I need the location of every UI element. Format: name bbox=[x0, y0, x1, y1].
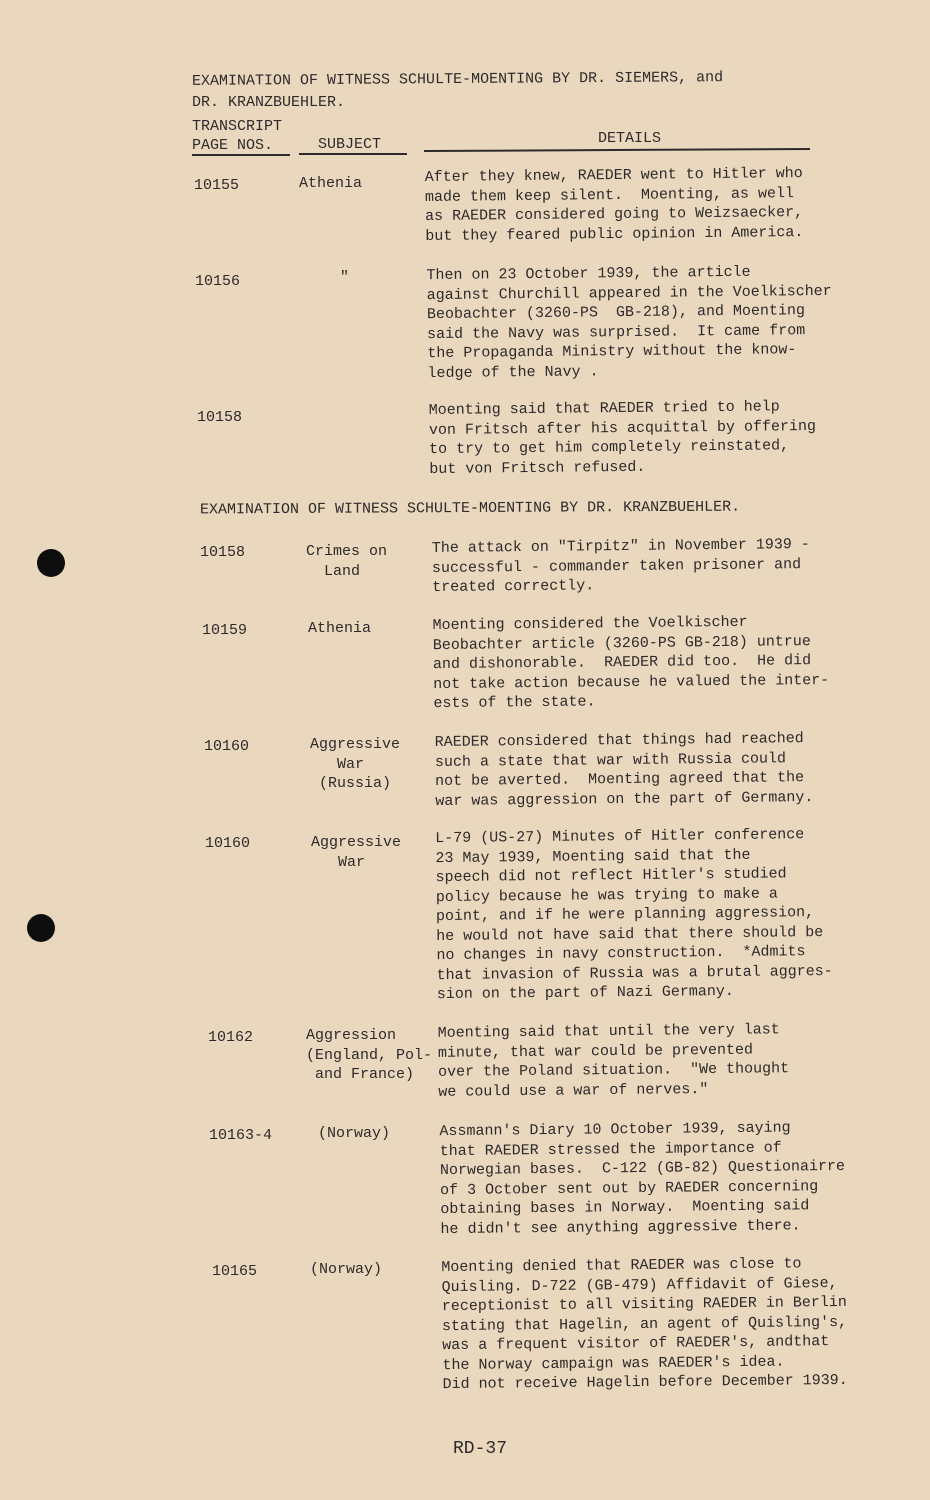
entry-details: Then on 23 October 1939, the article against Churchill appeared in the Voelkischer Beobachter (3260-PS GB-218), and Moenting said the Navy was surprised. It came from the Propaganda Ministry without the know- ledge of the Navy . bbox=[426, 263, 832, 382]
column-header-transcript: TRANSCRIPT bbox=[192, 118, 283, 135]
entry-page-number: 10165 bbox=[212, 1263, 258, 1280]
section-heading: EXAMINATION OF WITNESS SCHULTE-MOENTING BY DR. KRANZBUEHLER. bbox=[199, 498, 741, 519]
entry-page-number: 10155 bbox=[194, 177, 240, 194]
header-underline-details bbox=[424, 148, 810, 152]
header-underline-page bbox=[192, 154, 290, 156]
entry-details: Moenting denied that RAEDER was close to Quisling. D-722 (GB-479) Affidavit of Giese, receptionist to all visiting RAEDER in Berlin stating that Hagelin, an agent of Quisling's, was a frequent visitor of RAEDER's, andthat the Norway campaign was RAEDER's idea. Did not receive Hagelin before December 1939. bbox=[441, 1255, 848, 1394]
column-header-page-nos: PAGE NOS. bbox=[192, 137, 274, 154]
entry-details: Moenting said that RAEDER tried to help von Fritsch after his acquittal by offering to try to get him completely reinstated, but von Fritsch refused. bbox=[428, 398, 817, 478]
punch-hole-bottom bbox=[27, 914, 55, 942]
entry-page-number: 10160 bbox=[205, 835, 251, 852]
entry-subject: Aggressive War bbox=[311, 834, 402, 871]
entry-page-number: 10158 bbox=[200, 544, 246, 561]
entry-page-number: 10156 bbox=[195, 273, 241, 290]
entry-details: Moenting considered the Voelkischer Beobachter article (3260-PS GB-218) untrue and dishonorable. RAEDER did too. He did not take action because he valued the inter- ests of the state. bbox=[432, 613, 830, 713]
entry-subject: Athenia bbox=[299, 175, 363, 192]
header-underline-subject bbox=[299, 153, 407, 155]
entry-page-number: 10159 bbox=[202, 622, 248, 639]
entry-details: Moenting said that until the very last minute, that war could be prevented over the Poland situation. "We thought we could use a war of nerves." bbox=[437, 1021, 790, 1101]
document-title-line1: EXAMINATION OF WITNESS SCHULTE-MOENTING BY DR. SIEMERS, and bbox=[191, 69, 724, 90]
entry-details: Assmann's Diary 10 October 1939, saying that RAEDER stressed the importance of Norwegian bases. C-122 (GB-82) Questionairre of 3 October sent out by RAEDER concerning obtaining bases in Norway. Moenting said he didn't see anything aggressive there. bbox=[439, 1119, 846, 1238]
entry-page-number: 10158 bbox=[197, 409, 243, 426]
document-title-line2: DR. KRANZBUEHLER. bbox=[192, 94, 346, 111]
punch-hole-top bbox=[37, 549, 65, 577]
entry-page-number: 10160 bbox=[204, 738, 250, 755]
column-header-subject: SUBJECT bbox=[318, 136, 382, 153]
entry-subject: Crimes on Land bbox=[306, 543, 388, 580]
footer-page-number: RD-37 bbox=[453, 1439, 508, 1459]
entry-page-number: 10162 bbox=[208, 1029, 254, 1046]
entry-details: After they knew, RAEDER went to Hitler who made them keep silent. Moenting, as well as RAEDER considered going to Weizsaecker, but they feared public opinion in America. bbox=[424, 165, 804, 245]
entry-subject: Aggression (England, Pol- and France) bbox=[306, 1027, 433, 1083]
entry-subject: Athenia bbox=[308, 620, 372, 637]
entry-subject: (Norway) bbox=[310, 1261, 383, 1278]
entry-subject: " bbox=[340, 269, 350, 286]
entry-details: L-79 (US-27) Minutes of Hitler conference 23 May 1939, Moenting said that the speech did not reflect Hitler's studied policy because he was trying to make a point, and if he were planning aggression, he would not have said that there should be no changes in navy construction. *Admits that invasion of Russia was a brutal aggres- sion on the part of Nazi Germany. bbox=[435, 826, 833, 1004]
entry-subject: Aggressive War (Russia) bbox=[310, 736, 401, 792]
entry-subject: (Norway) bbox=[318, 1125, 391, 1142]
column-header-details: DETAILS bbox=[598, 130, 662, 147]
entry-details: RAEDER considered that things had reached such a state that war with Russia could not be averted. Moenting agreed that the war was aggression on the part of Germany. bbox=[434, 730, 814, 810]
entry-details: The attack on "Tirpitz" in November 1939 - successful - commander taken prisoner and treated correctly. bbox=[431, 536, 810, 596]
entry-page-number: 10163-4 bbox=[209, 1127, 273, 1144]
